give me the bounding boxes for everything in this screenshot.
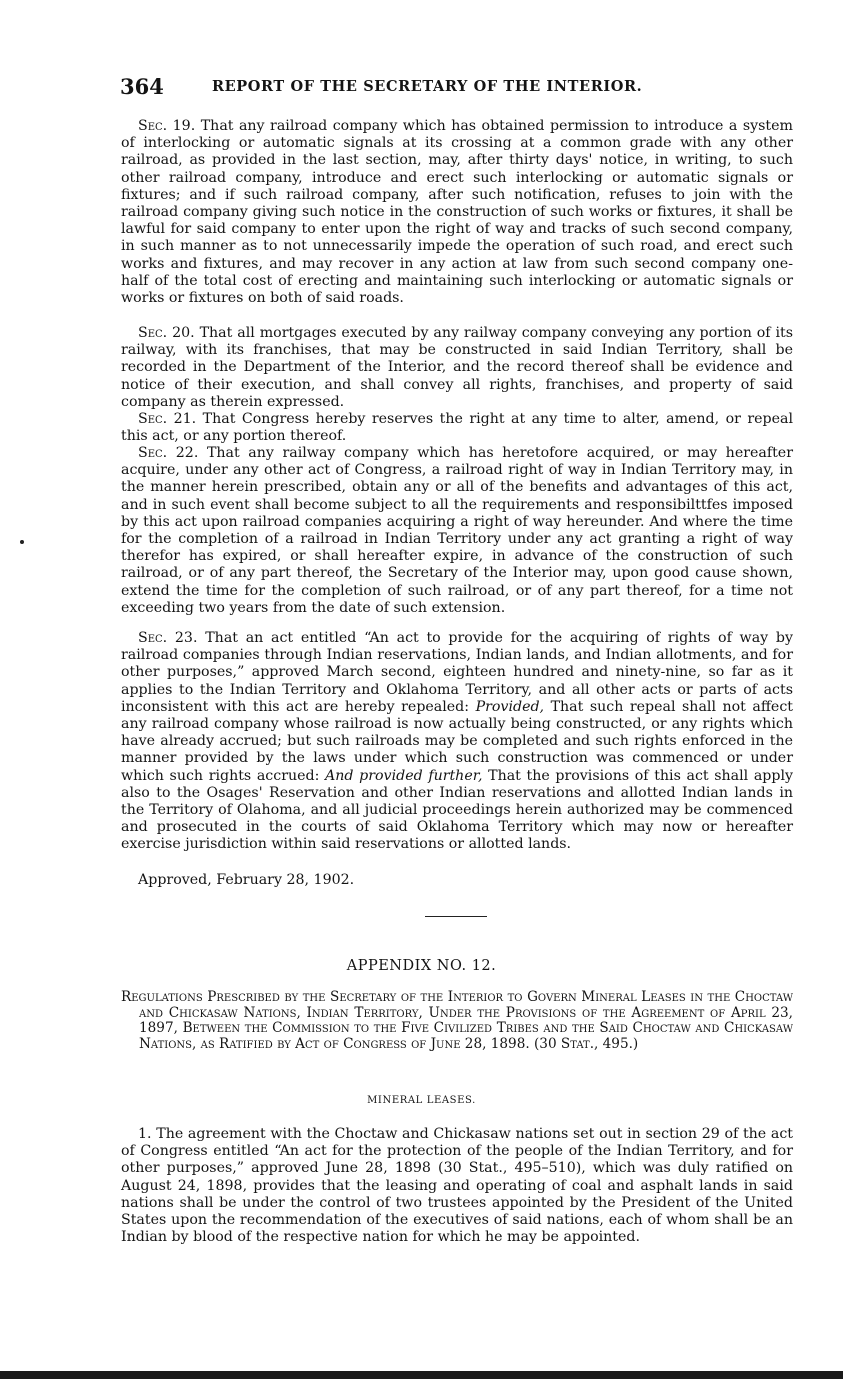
appendix-description: Regulations Prescribed by the Secretary of the Interior to Govern Mineral Leases in the Choctaw and Chickasaw Nations, Indian Territory, Under the Provisions of the Agreement of April 23, 1897, Between the Commission to the Five Civilized Tribes and the Said Choctaw and Chickasaw Nations, as Ratified by Act of Congress of June 28, 1898. (30 Stat., 495.) <box>121 989 793 1052</box>
section-23-proviso-1: Provided, <box>475 698 545 715</box>
approval-line <box>121 872 793 889</box>
section-19 <box>121 118 793 307</box>
section-23-label: Sec. 23. <box>138 630 198 646</box>
section-21-text: That Congress hereby reserves the right at any time to alter, amend, or repeal this act, or any portion thereof. <box>121 411 794 445</box>
section-23-text-b: That such repeal shall not affect any railroad company whose railroad is now actually being constructed, or any rights which have already accrued; but such railroads may be completed and such rights enforced in the manner provided by the laws under which such construction was commenced or under which such rights accrued: <box>121 698 793 784</box>
section-22-label: Sec. 22. <box>138 445 199 461</box>
section-21 <box>121 411 793 445</box>
section-22 <box>121 445 793 617</box>
section-20-text: That all mortgages executed by any railway company conveying any portion of its railway, with its franchises, that may be constructed in said Indian Territory, shall be recorded in the Department of the Interior, and the record thereof shall be evidence and notice of their execution, and shall convey all rights, franchises, and property of said company as therein expressed. <box>121 325 793 410</box>
margin-mark <box>20 540 24 544</box>
section-19-label: Sec. 19. <box>138 118 196 134</box>
section-21-label: Sec. 21. <box>138 411 197 427</box>
section-20-paragraph <box>121 325 793 411</box>
appendix-title: APPENDIX NO. 12. <box>346 958 497 974</box>
lease-paragraph-1-text: 1. The agreement with the Choctaw and Chickasaw nations set out in section 29 of the act of Congress entitled “An act for the protection of the people of the Indian Territory, and for other purposes,” approved June 28, 1898 (30 Stat., 495–510), which was duly ratified on August 24, 1898, provides that the leasing and operating of coal and asphalt lands in said nations shall be under the control of two trustees appointed by the President of the United States upon the recommendation of the executives of said nations, each of whom shall be an Indian by blood of the respective nation for which he may be appointed. <box>121 1126 793 1246</box>
section-divider <box>425 916 487 917</box>
scan-bottom-edge <box>0 1371 843 1379</box>
section-23-proviso-2: And provided further, <box>325 767 483 784</box>
page-header <box>120 74 795 98</box>
mineral-leases-heading: MINERAL LEASES. <box>367 1095 476 1106</box>
approved-date: Approved, February 28, 1902. <box>138 872 355 888</box>
section-23-text-c: That the provisions of this act shall apply also to the Osages' Reservation and other Indian reservations and allotted Indian lands in the Territory of Olahoma, and all judicial proceedings herein authorized may be commenced and prosecuted in the courts of said Oklahoma Territory which may now or hereafter exercise jurisdiction within said reservations or allotted lands. <box>121 767 794 853</box>
section-23-text-a: That an act entitled “An act to provide for the acquiring of rights of way by railroad companies through Indian reservations, Indian lands, and Indian allotments, and for other purposes,” approved March second, eighteen hundred and ninety-nine, so far as it applies to the Indian Territory and Oklahoma Territory, and all other acts or parts of acts inconsistent with this act are hereby repealed: <box>121 630 793 715</box>
section-20 <box>121 325 793 411</box>
section-23 <box>121 630 793 854</box>
section-23-paragraph <box>121 630 793 854</box>
section-22-text: That any railway company which has heretofore acquired, or may hereafter acquire, under any other act of Congress, a railroad right of way in Indian Territory may, in the manner herein prescribed, obtain any or all of the benefits and advantages of this act, and in such event shall become subject to all the requirements and responsibilttfes imposed by this act upon railroad companies acquiring a right of way hereunder. And where the time for the completion of a railroad in Indian Territory under any act granting a right of way therefor has expired, or shall hereafter expire, in advance of the construction of such railroad, or of any part thereof, the Secretary of the Interior may, upon good cause shown, extend the time for the completion of such railroad, or of any part thereof, for a time not exceeding two years from the date of such extension. <box>121 445 793 616</box>
section-22-paragraph <box>121 445 793 617</box>
section-21-paragraph <box>121 411 793 445</box>
section-20-label: Sec. 20. <box>138 325 195 341</box>
lease-paragraph-1 <box>121 1126 793 1246</box>
page-number: 364 <box>120 74 164 99</box>
section-19-paragraph <box>121 118 793 307</box>
running-title: REPORT OF THE SECRETARY OF THE INTERIOR. <box>212 78 643 95</box>
section-19-text: That any railroad company which has obtained permission to introduce a system of interlocking or automatic signals at its crossing at a common grade with any other railroad, as provided in the last section, may, after thirty days' notice, in writing, to such other railroad company, introduce and erect such interlocking or automatic signals or fixtures; and if such railroad company, after such notification, refuses to join with the railroad company giving such notice in the construction of such works or fixtures, it shall be lawful for said company to enter upon the right of way and tracks of such second company, in such manner as to not unnecessarily impede the operation of such road, and erect such works and fixtures, and may recover in any action at law from such second company one-half of the total cost of erecting and maintaining such interlocking or automatic signals or works or fixtures on both of said roads. <box>121 118 793 307</box>
